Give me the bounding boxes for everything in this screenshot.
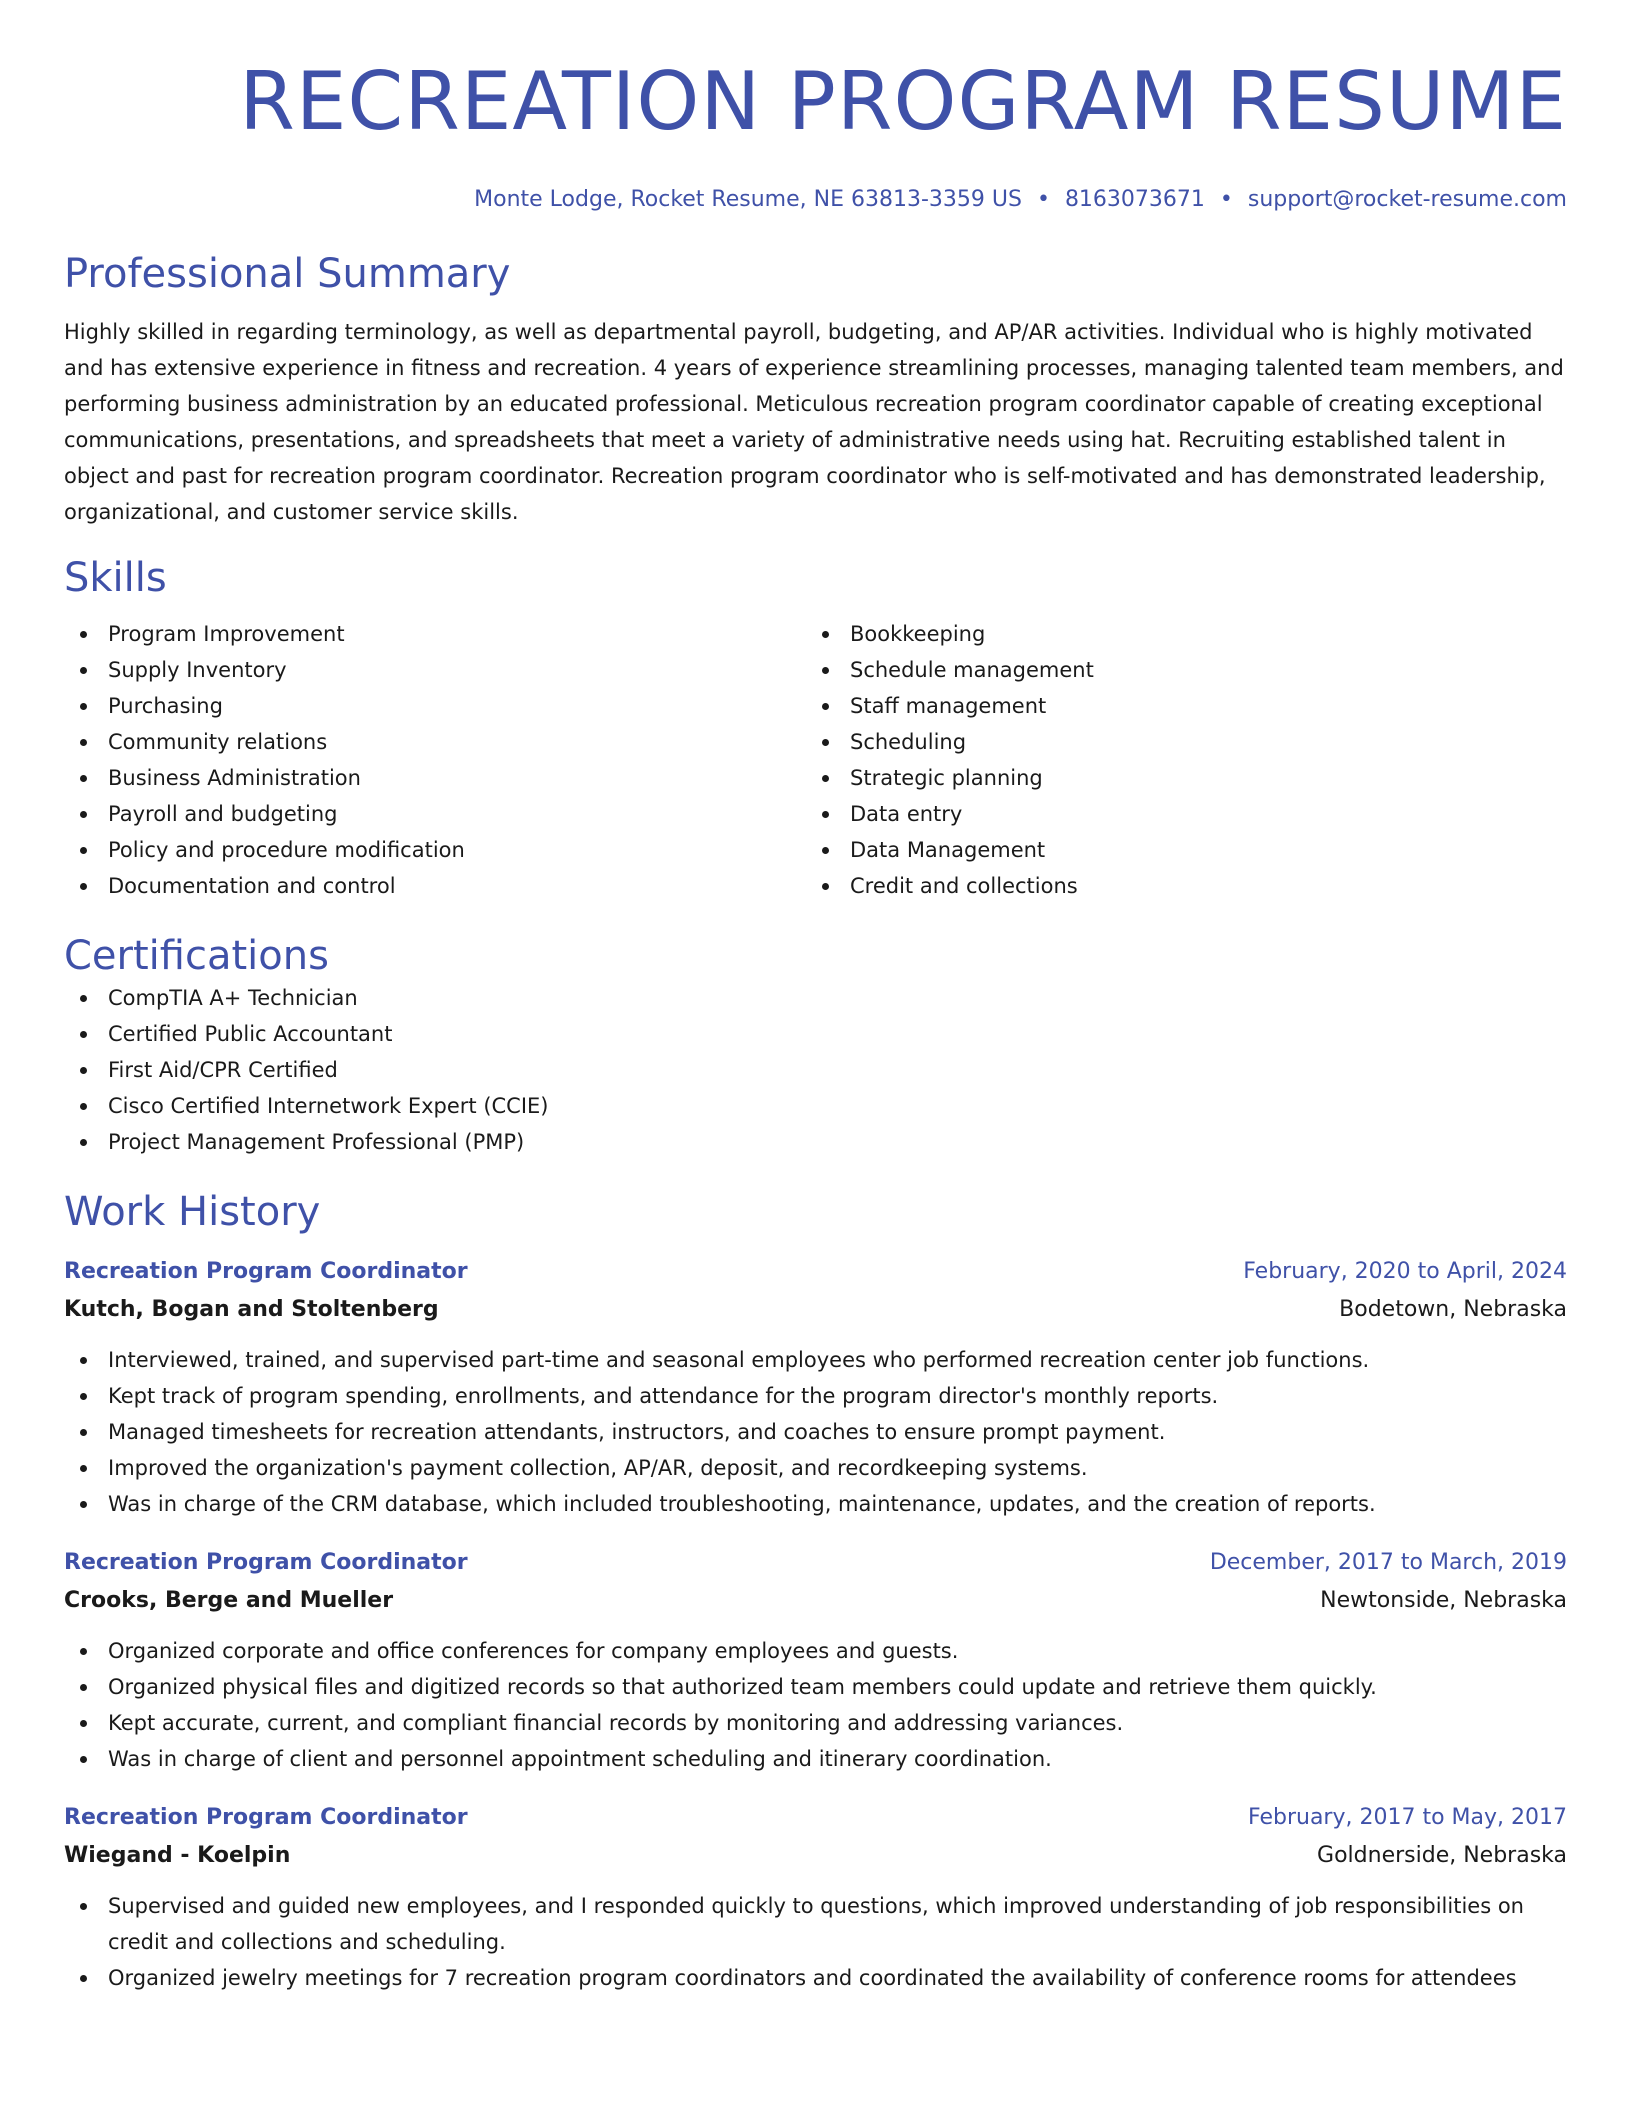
job-entry — [64, 1253, 1567, 1522]
summary-heading: Professional Summary — [64, 251, 511, 298]
job-header-row — [64, 1253, 1567, 1291]
resume-page — [64, 0, 1567, 2112]
certification-item: CompTIA A+ Technician — [64, 980, 1567, 1016]
job-company-row — [64, 1291, 1567, 1329]
skills-list-left — [64, 616, 806, 904]
skill-item: Data entry — [806, 796, 1548, 832]
job-bullet: Supervised and guided new employees, and I responded quickly to questions, which improved understanding of job responsibilities on credit and collections and scheduling. — [64, 1888, 1567, 1960]
summary-text: Highly skilled in regarding terminology, as well as departmental payroll, budgeting, and AP/AR activities. Individual who is highly motivated and has extensive experience in fitness and recreation. 4 years of experience streamlining processes, managing talented team members, and performing business administration by an educated professional. Meticulous recreation program coordinator capable of creating exceptional communications, presentations, and spreadsheets that meet a variety of administrative needs using hat. Recruiting established talent in object and past for recreation program coordinator. Recreation program coordinator who is self-motivated and has demonstrated leadership, organizational, and customer service skills. — [64, 320, 1564, 525]
skill-item: Scheduling — [806, 724, 1548, 760]
skill-item: Supply Inventory — [64, 652, 806, 688]
skill-item: Payroll and budgeting — [64, 796, 806, 832]
job-bullet: Organized jewelry meetings for 7 recreation program coordinators and coordinated the availability of conference rooms for attendees — [64, 1960, 1567, 1996]
skill-item: Documentation and control — [64, 868, 806, 904]
job-location: Goldnerside, Nebraska — [1317, 1843, 1567, 1869]
job-location: Newtonside, Nebraska — [1320, 1588, 1567, 1614]
contact-separator: • — [1219, 187, 1233, 212]
skill-item: Bookkeeping — [806, 616, 1548, 652]
job-bullets — [64, 1342, 1567, 1522]
skill-item: Data Management — [806, 832, 1548, 868]
certification-item: Certified Public Accountant — [64, 1016, 1567, 1052]
job-entry — [64, 1799, 1567, 1996]
skill-item: Policy and procedure modification — [64, 832, 806, 868]
resume-title: RECREATION PROGRAM RESUME — [239, 55, 1567, 148]
job-company: Crooks, Berge and Mueller — [64, 1588, 394, 1614]
job-bullet: Interviewed, trained, and supervised part-time and seasonal employees who performed recreation center job functions. — [64, 1342, 1567, 1378]
skill-item: Community relations — [64, 724, 806, 760]
skills-list-right — [806, 616, 1548, 904]
job-header-row — [64, 1799, 1567, 1837]
certification-item: Project Management Professional (PMP) — [64, 1124, 1567, 1160]
job-bullet: Improved the organization's payment collection, AP/AR, deposit, and recordkeeping systems. — [64, 1450, 1567, 1486]
skill-item: Purchasing — [64, 688, 806, 724]
job-bullet: Kept track of program spending, enrollments, and attendance for the program director's monthly reports. — [64, 1378, 1567, 1414]
skill-item: Strategic planning — [806, 760, 1548, 796]
job-bullet: Managed timesheets for recreation attendants, instructors, and coaches to ensure prompt payment. — [64, 1414, 1567, 1450]
job-company-row — [64, 1582, 1567, 1620]
contact-email: support@rocket-resume.com — [1247, 187, 1567, 212]
job-bullet: Was in charge of the CRM database, which included troubleshooting, maintenance, updates, and the creation of reports. — [64, 1486, 1567, 1522]
job-bullet: Organized corporate and office conferences for company employees and guests. — [64, 1633, 1567, 1669]
contact-phone: 8163073671 — [1064, 187, 1205, 212]
job-entry — [64, 1544, 1567, 1777]
certification-item: First Aid/CPR Certified — [64, 1052, 1567, 1088]
certifications-list — [64, 980, 1567, 1160]
job-title: Recreation Program Coordinator — [64, 1259, 468, 1285]
job-header-row — [64, 1544, 1567, 1582]
skill-item: Credit and collections — [806, 868, 1548, 904]
certifications-heading: Certifications — [64, 933, 329, 980]
skill-item: Schedule management — [806, 652, 1548, 688]
job-dates: February, 2020 to April, 2024 — [1243, 1259, 1567, 1285]
skill-item: Staff management — [806, 688, 1548, 724]
job-bullet: Organized physical files and digitized records so that authorized team members could update and retrieve them quickly. — [64, 1669, 1567, 1705]
job-bullet: Kept accurate, current, and compliant financial records by monitoring and addressing variances. — [64, 1705, 1567, 1741]
job-company: Kutch, Bogan and Stoltenberg — [64, 1297, 439, 1323]
job-company: Wiegand - Koelpin — [64, 1843, 291, 1869]
job-title: Recreation Program Coordinator — [64, 1805, 468, 1831]
job-dates: February, 2017 to May, 2017 — [1248, 1805, 1567, 1831]
contact-line — [64, 187, 1567, 213]
job-location: Bodetown, Nebraska — [1339, 1297, 1567, 1323]
work-history-heading: Work History — [64, 1189, 321, 1236]
skill-item: Business Administration — [64, 760, 806, 796]
job-bullets — [64, 1888, 1567, 1996]
contact-separator: • — [1036, 187, 1050, 212]
skills-heading: Skills — [64, 555, 167, 602]
contact-address: Monte Lodge, Rocket Resume, NE 63813-3359 US — [474, 187, 1022, 212]
skill-item: Program Improvement — [64, 616, 806, 652]
certification-item: Cisco Certified Internetwork Expert (CCIE) — [64, 1088, 1567, 1124]
job-dates: December, 2017 to March, 2019 — [1209, 1550, 1567, 1576]
job-bullets — [64, 1633, 1567, 1777]
skills-grid — [64, 616, 1567, 904]
job-company-row — [64, 1837, 1567, 1875]
job-bullet: Was in charge of client and personnel appointment scheduling and itinerary coordination. — [64, 1741, 1567, 1777]
job-title: Recreation Program Coordinator — [64, 1550, 468, 1576]
